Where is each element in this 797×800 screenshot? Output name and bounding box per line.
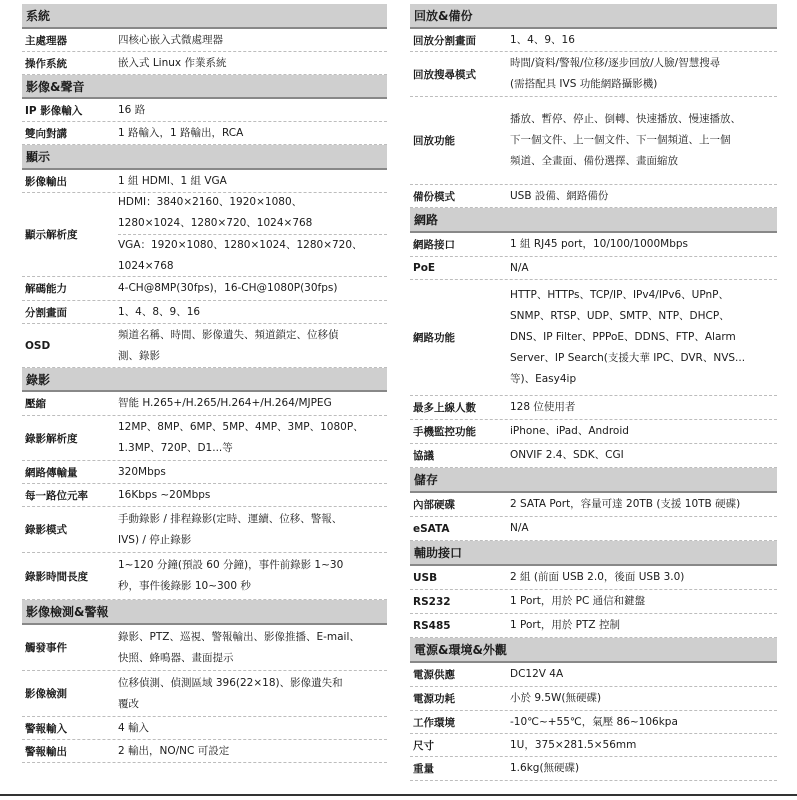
spec-value-line: 嵌入式 Linux 作業系統 [118,56,227,69]
spec-row [22,99,387,122]
spec-value-line: 播放、暫停、停止、倒轉、快速播放、慢速播放、 [510,113,741,125]
section-header: 輔助接口 [410,541,777,566]
spec-value [114,170,387,192]
spec-value [506,420,777,443]
spec-row [22,52,387,75]
spec-value [114,52,387,74]
spec-value [506,757,777,780]
spec-value [114,392,387,415]
spec-value-line: 智能 H.265+/H.265/H.264+/H.264/MJPEG [118,397,332,409]
spec-label: 最多上線人數 [413,402,476,414]
spec-label: 壓縮 [25,398,46,410]
spec-value [506,614,777,637]
spec-value-line: 錄影、PTZ、巡視、警報輸出、影像推播、E-mail、 [118,630,360,643]
spec-row [410,396,777,420]
spec-row [22,193,387,277]
spec-label: 警報輸出 [25,745,67,758]
spec-value-line: 12MP、8MP、6MP、5MP、4MP、3MP、1080P、 [118,421,364,433]
spec-value-line: DC12V 4A [510,668,564,680]
spec-row [22,484,387,507]
spec-value-line: iPhone、iPad、Android [510,425,629,437]
spec-value-line: VGA：1920×1080、1280×1024、1280×720、 [118,234,387,256]
spec-value [114,277,387,300]
spec-row [22,740,387,763]
spec-value [114,99,387,121]
spec-label: 回放功能 [413,135,455,147]
spec-label: 影像輸出 [25,175,67,188]
bottom-rule [0,794,797,796]
spec-value [114,193,387,276]
spec-value-line: 4-CH@8MP(30fps)，16-CH@1080P(30fps) [118,282,338,294]
spec-value [506,493,777,516]
spec-row [410,257,777,280]
spec-value-line: 覆改 [118,697,139,710]
section-header: 顯示 [22,145,387,170]
spec-label: 電源功耗 [413,693,455,705]
spec-row [410,97,777,185]
spec-row [410,687,777,711]
section-header: 網路 [410,208,777,233]
spec-label: RS485 [413,619,451,632]
spec-value-line: SNMP、RTSP、UDP、SMTP、NTP、DHCP、 [510,310,730,322]
spec-row [22,416,387,461]
spec-label: 雙向對講 [25,127,67,140]
spec-value [506,233,777,256]
spec-label: 網路接口 [413,239,455,251]
spec-label: 每一路位元率 [25,489,88,502]
spec-row [22,553,387,600]
spec-label: 分割畫面 [25,306,67,319]
spec-row [410,734,777,757]
spec-value [114,324,387,367]
spec-row [410,566,777,590]
spec-row [22,277,387,301]
left-spec-column [22,4,387,763]
spec-value [114,29,387,51]
spec-row [410,590,777,614]
spec-value [506,444,777,467]
spec-value-line: 頻道名稱、時間、影像遺失、頻道鎖定、位移偵 [118,328,339,341]
section-header: 電源&環境&外觀 [410,638,777,663]
spec-value [506,734,777,756]
spec-row [22,507,387,553]
spec-value [506,29,777,51]
spec-row [410,663,777,687]
spec-value [506,687,777,710]
spec-row [410,493,777,517]
spec-value-line: N/A [510,522,529,534]
spec-value-line: 4 輸入 [118,721,150,734]
spec-row [410,444,777,468]
spec-value-line: 1 Port，用於 PC 通信和鍵盤 [510,595,646,607]
spec-label: 警報輸入 [25,722,67,735]
spec-label: 顯示解析度 [25,229,78,241]
spec-label: 影像檢測 [25,688,67,700]
spec-value-line: 16Kbps ~20Mbps [118,488,211,501]
spec-value-line: 1、4、8、9、16 [118,305,201,318]
spec-row [22,392,387,416]
spec-value-line: 1024×768 [118,260,174,272]
spec-label: RS232 [413,595,451,608]
spec-value-line: 1.3MP、720P、D1...等 [118,442,233,454]
spec-row [22,671,387,717]
spec-label: 回放分割畫面 [413,34,476,47]
spec-label: 備份模式 [413,190,455,203]
spec-label: 錄影模式 [25,524,67,536]
spec-value-line: 16 路 [118,103,146,116]
spec-value-line: 1~120 分鐘(預設 60 分鐘)，事件前錄影 1~30 [118,559,344,571]
spec-row [410,280,777,396]
spec-label: 網路傳輸量 [25,466,78,479]
spec-value-line: USB 設備、網路備份 [510,189,609,202]
section-header: 錄影 [22,368,387,392]
spec-row [410,185,777,208]
spec-label: 內部硬碟 [413,499,455,511]
spec-value-line: IVS) / 停止錄影 [118,533,192,546]
spec-value [114,301,387,323]
spec-value [114,671,387,716]
spec-row [22,301,387,324]
spec-value [114,717,387,739]
spec-value [506,52,777,96]
spec-value [114,416,387,460]
spec-value-line: 2 輸出，NO/NC 可設定 [118,744,230,757]
section-header: 系統 [22,4,387,29]
spec-label: 觸發事件 [25,642,67,654]
spec-value-line: 1、4、9、16 [510,33,575,46]
spec-row [410,52,777,97]
spec-value-line: Server、IP Search(支援大華 IPC、DVR、NVS... [510,352,746,364]
spec-value-line: DNS、IP Filter、PPPoE、DDNS、FTP、Alarm [510,331,736,343]
spec-label: PoE [413,262,436,274]
spec-value [506,517,777,540]
spec-value [506,590,777,613]
spec-value-line: 1.6kg(無硬碟) [510,762,580,774]
spec-label: 工作環境 [413,716,455,729]
spec-value-line: ONVIF 2.4、SDK、CGI [510,449,624,461]
section-header: 影像檢測&警報 [22,600,387,625]
spec-value-line: 頻道、全畫面、備份選擇、畫面縮放 [510,155,678,167]
spec-value-line: 快照、蜂鳴器、畫面提示 [118,651,234,664]
spec-value-line: 320Mbps [118,465,166,478]
spec-row [410,29,777,52]
spec-label: OSD [25,339,51,352]
spec-value-line: 等)、Easy4ip [510,373,577,385]
spec-label: 操作系統 [25,57,67,70]
spec-value-line: 四核心嵌入式微處理器 [118,33,223,46]
spec-value [114,461,387,483]
spec-label: 重量 [413,763,434,775]
spec-value [114,740,387,762]
spec-value [506,97,777,184]
spec-row [410,420,777,444]
spec-label: 錄影時間長度 [25,570,88,583]
spec-value [506,663,777,686]
spec-label: USB [413,571,438,584]
right-spec-column [410,4,777,781]
spec-value-line: HTTP、HTTPs、TCP/IP、IPv4/IPv6、UPnP、 [510,289,729,301]
spec-label: 解碼能力 [25,283,67,295]
spec-value-line: 小於 9.5W(無硬碟) [510,692,602,704]
section-header: 儲存 [410,468,777,493]
spec-value-line: (需搭配具 IVS 功能網路攝影機) [510,78,658,90]
spec-row [410,711,777,734]
spec-value-line: 秒，事件後錄影 10~300 秒 [118,580,251,592]
spec-label: 網路功能 [413,332,455,344]
spec-row [410,757,777,781]
spec-label: IP 影像輸入 [25,104,83,117]
spec-value [506,566,777,589]
spec-value-line: 下一個文件、上一個文件、下一個頻道、上一個 [510,134,731,146]
spec-value [114,507,387,552]
spec-value [506,185,777,207]
spec-value-line: 2 SATA Port，容量可達 20TB (支援 10TB 硬碟) [510,498,741,510]
spec-row [22,122,387,145]
spec-value [114,625,387,670]
spec-value-line: 1280×1024、1280×720、1024×768 [118,217,313,229]
spec-value-line: 1 路輸入，1 路輸出，RCA [118,126,244,139]
spec-value-line: 1 Port，用於 PTZ 控制 [510,619,620,631]
spec-value [506,711,777,733]
spec-value-line: 手動錄影 / 排程錄影(定時、運續、位移、警報、 [118,512,343,525]
spec-label: 尺寸 [413,739,434,752]
spec-value-line: 測、錄影 [118,349,160,362]
spec-label: 主處理器 [25,34,67,47]
spec-row [22,625,387,671]
spec-value [506,257,777,279]
section-header: 回放&備份 [410,4,777,29]
spec-row [22,324,387,368]
spec-value-line: 1 組 HDMI、1 組 VGA [118,174,227,187]
spec-value [114,553,387,599]
spec-value-line: -10℃~+55℃，氣壓 86~106kpa [510,715,678,728]
spec-label: 錄影解析度 [25,432,78,445]
spec-value [114,122,387,144]
spec-value-line: 1U，375×281.5×56mm [510,738,637,751]
section-header: 影像&聲音 [22,75,387,99]
spec-label: 回放搜尋模式 [413,68,476,81]
spec-label: eSATA [413,522,450,535]
spec-value-line: 位移偵測、偵測區域 396(22×18)、影像遺失和 [118,676,343,689]
spec-value-line: 時間/資料/警報/位移/逐步回放/人臉/智慧搜尋 [510,57,721,69]
spec-row [22,461,387,484]
spec-value [506,396,777,419]
spec-row [22,170,387,193]
spec-value [506,280,777,395]
spec-row [410,614,777,638]
spec-row [22,29,387,52]
spec-value-line: 1 組 RJ45 port，10/100/1000Mbps [510,238,689,250]
spec-value-line: N/A [510,261,529,274]
spec-label: 手機監控功能 [413,426,476,438]
spec-label: 協議 [413,450,434,462]
spec-row [410,517,777,541]
spec-value-line: 128 位使用者 [510,401,576,413]
spec-label: 電源供應 [413,669,455,681]
spec-row [410,233,777,257]
spec-value [114,484,387,506]
spec-value-line: 2 組 (前面 USB 2.0，後面 USB 3.0) [510,571,685,583]
spec-row [22,717,387,740]
spec-value-line: HDMI：3840×2160、1920×1080、 [118,196,303,208]
